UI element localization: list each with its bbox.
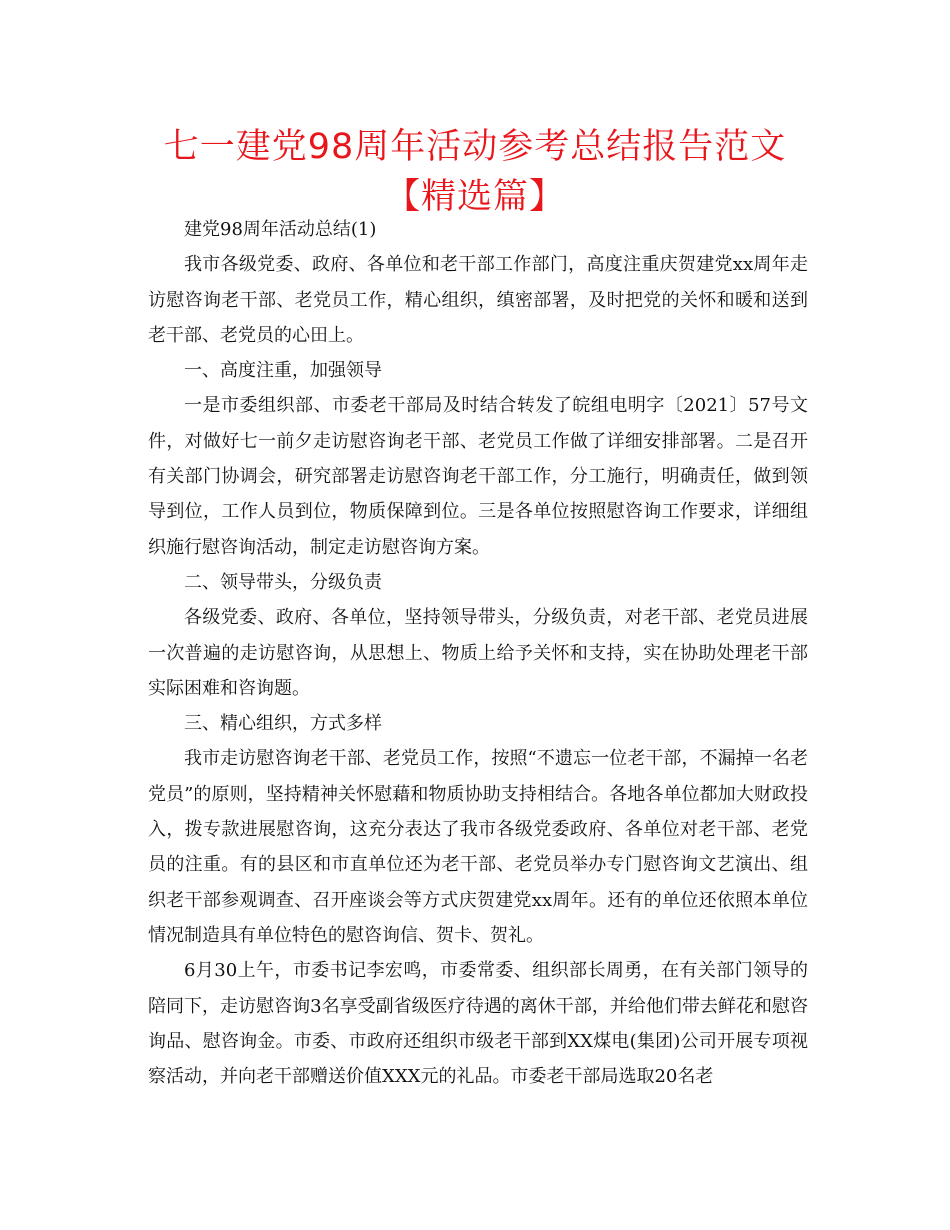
document-title: 七一建党98周年活动参考总结报告范文【精选篇】	[163, 127, 787, 217]
body-paragraph: 6月30上午，市委书记李宏鸣，市委常委、组织部长周勇，在有关部门领导的陪同下，走访慰咨询3名享受副省级医疗待遇的离休干部，并给他们带去鲜花和慰咨询品、慰咨询金。市委、市政府还组织市级老干部到XX煤电(集团)公司开展专项视察活动，并向老干部赠送价值XXX元的礼品。市委老干部局选取20名老	[148, 960, 808, 1088]
body-paragraph: 各级党委、政府、各单位，坚持领导带头，分级负责，对老干部、老党员进展一次普遍的走访慰咨询，从思想上、物质上给予关怀和支持，实在协助处理老干部实际困难和咨询题。	[148, 607, 808, 699]
section-heading: 一、高度注重，加强领导	[184, 360, 382, 382]
body-paragraph: 我市各级党委、政府、各单位和老干部工作部门，高度注重庆贺建党xx周年走访慰咨询老干部、老党员工作，精心组织，缜密部署，及时把党的关怀和暖和送到老干部、老党员的心田上。	[148, 254, 808, 346]
section-heading: 三、精心组织，方式多样	[184, 713, 382, 735]
document-body	[148, 212, 808, 1094]
section-heading: 二、领导带头，分级负责	[184, 571, 382, 593]
body-paragraph: 我市走访慰咨询老干部、老党员工作，按照“不遗忘一位老干部，不漏掉一名老党员”的原则，坚持精神关怀慰藉和物质协助支持相结合。各地各单位都加大财政投入，拨专款进展慰咨询，这充分表达了我市各级党委政府、各单位对老干部、老党员的注重。有的县区和市直单位还为老干部、老党员举办专门慰咨询文艺演出、组织老干部参观调查、召开座谈会等方式庆贺建党xx周年。还有的单位还依照本单位情况制造具有单位特色的慰咨询信、贺卡、贺礼。	[148, 748, 808, 946]
section-heading: 建党98周年活动总结(1)	[184, 219, 377, 240]
body-paragraph: 一是市委组织部、市委老干部局及时结合转发了皖组电明字〔2021〕57号文件，对做好七一前夕走访慰咨询老干部、老党员工作做了详细安排部署。二是召开有关部门协调会，研究部署走访慰咨询老干部工作，分工施行，明确责任，做到领导到位，工作人员到位，物质保障到位。三是各单位按照慰咨询工作要求，详细组织施行慰咨询活动，制定走访慰咨询方案。	[148, 395, 808, 558]
